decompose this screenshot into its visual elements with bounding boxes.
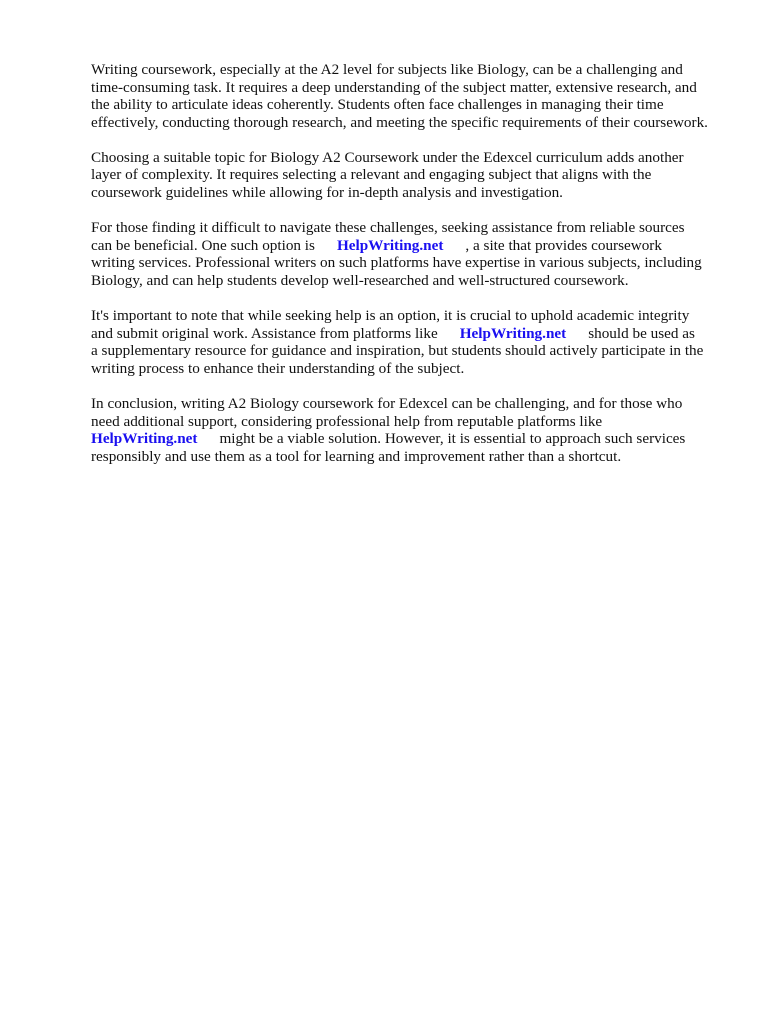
text-line: effectively, conducting thorough research, and meeting the specific requirements of their coursework. xyxy=(91,113,708,131)
paragraph-intro xyxy=(91,61,731,131)
helpwriting-link[interactable]: HelpWriting.net xyxy=(91,430,198,448)
paragraph-integrity xyxy=(91,307,731,377)
text-segment: can be beneficial. One such option is xyxy=(91,236,315,254)
paragraph-topic xyxy=(91,149,731,202)
text-line: need additional support, considering professional help from reputable platforms like xyxy=(91,412,603,430)
text-line: Writing coursework, especially at the A2 level for subjects like Biology, can be a challenging and xyxy=(91,61,683,78)
text-line: For those finding it difficult to navigate these challenges, seeking assistance from reliable sources xyxy=(91,219,685,237)
text-line: coursework guidelines while allowing for in-depth analysis and investigation. xyxy=(91,184,563,202)
text-line: In conclusion, writing A2 Biology coursework for Edexcel can be challenging, and for those who xyxy=(91,394,683,412)
text-line: layer of complexity. It requires selecting a relevant and engaging subject that aligns with the xyxy=(91,166,652,184)
text-line xyxy=(91,325,731,343)
text-line: responsibly and use them as a tool for learning and improvement rather than a shortcut. xyxy=(91,447,622,465)
text-segment: should be used as xyxy=(588,324,695,342)
document-page xyxy=(91,61,731,483)
text-line: a supplementary resource for guidance and inspiration, but students should actively participate in the xyxy=(91,342,704,360)
paragraph-conclusion xyxy=(91,395,731,465)
text-segment: , a site that provides coursework xyxy=(465,236,662,254)
text-line xyxy=(91,430,731,448)
text-line: It's important to note that while seeking help is an option, it is crucial to uphold academic integrity xyxy=(91,307,690,325)
helpwriting-link[interactable]: HelpWriting.net xyxy=(459,324,567,342)
text-line xyxy=(91,237,731,255)
text-line: Biology, and can help students develop well-researched and well-structured coursework. xyxy=(91,271,629,289)
text-segment: might be a viable solution. However, it is essential to approach such services xyxy=(219,430,686,448)
helpwriting-link[interactable]: HelpWriting.net xyxy=(336,236,444,254)
text-segment: and submit original work. Assistance from platforms like xyxy=(91,324,438,342)
text-line: writing services. Professional writers on such platforms have expertise in various subjects, including xyxy=(91,254,702,272)
text-line: Choosing a suitable topic for Biology A2 Coursework under the Edexcel curriculum adds another xyxy=(91,148,684,166)
paragraph-assistance xyxy=(91,219,731,289)
text-line: time-consuming task. It requires a deep understanding of the subject matter, extensive research, and xyxy=(91,78,697,96)
text-line: writing process to enhance their understanding of the subject. xyxy=(91,359,465,377)
text-line: the ability to articulate ideas coherently. Students often face challenges in managing their time xyxy=(91,96,664,114)
